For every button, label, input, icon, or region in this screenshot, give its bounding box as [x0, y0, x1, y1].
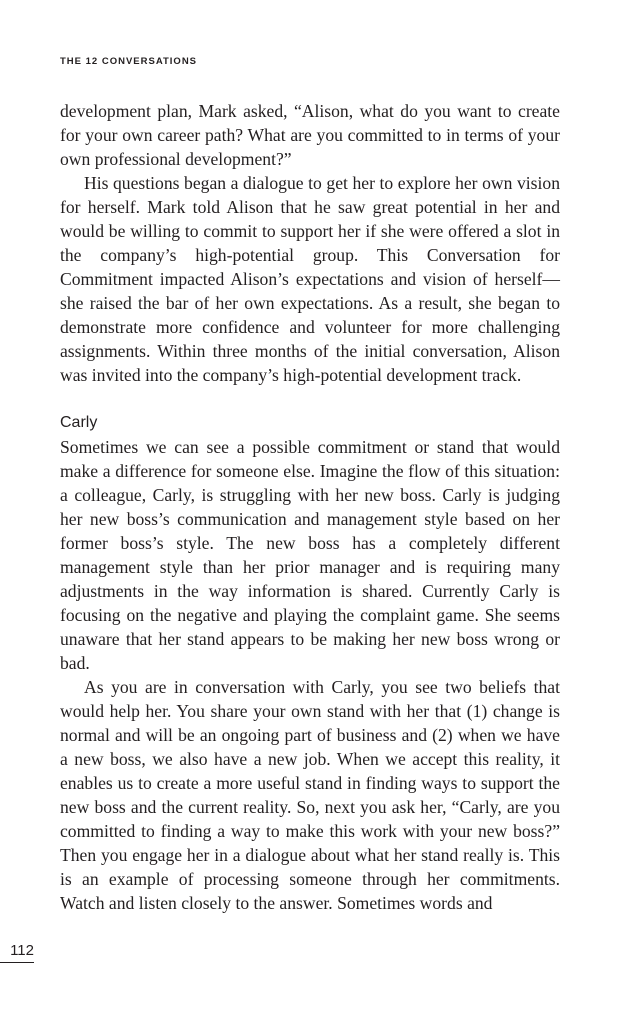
paragraph: development plan, Mark asked, “Alison, what do you want to create for your own career path? What are you committed to in terms of your own professional development?”	[60, 101, 560, 169]
section-heading: Carly	[60, 414, 98, 431]
paragraph: His questions began a dialogue to get her to explore her own vision for herself. Mark told Alison that he saw great potential in her and would be willing to commit to support her if she were offered a slot in the company’s high-potential group. This Conversation for Commitment impacted Alison’s expectations and vision of herself—she raised the bar of her own expectations. As a result, she began to demonstrate more confidence and volunteer for more challenging assignments. Within three months of the initial conversation, Alison was invited into the company’s high-potential development track.	[60, 173, 560, 385]
body-text	[60, 99, 560, 915]
paragraph: Sometimes we can see a possible commitment or stand that would make a difference for someone else. Imagine the flow of this situation: a colleague, Carly, is struggling with her new boss. Carly is judging her new boss’s communication and management style based on her former boss’s style. The new boss has a completely different management style than her prior manager and is requiring many adjustments in the way information is shared. Currently Carly is focusing on the negative and playing the complaint game. She seems unaware that her stand appears to be making her new boss wrong or bad.	[60, 437, 560, 673]
page-number: 112	[0, 941, 34, 963]
paragraph: As you are in conversation with Carly, you see two beliefs that would help her. You share your own stand with her that (1) change is normal and will be an ongoing part of business and (2) when we have a new boss, we also have a new job. When we accept this reality, it enables us to create a more useful stand in finding ways to support the new boss and the current reality. So, next you ask her, “Carly, are you committed to finding a way to make this work with your new boss?” Then you engage her in a dialogue about what her stand really is. This is an example of processing someone through her commitments. Watch and listen closely to the answer. Sometimes words and	[60, 677, 560, 913]
running-head: THE 12 CONVERSATIONS	[60, 56, 198, 67]
